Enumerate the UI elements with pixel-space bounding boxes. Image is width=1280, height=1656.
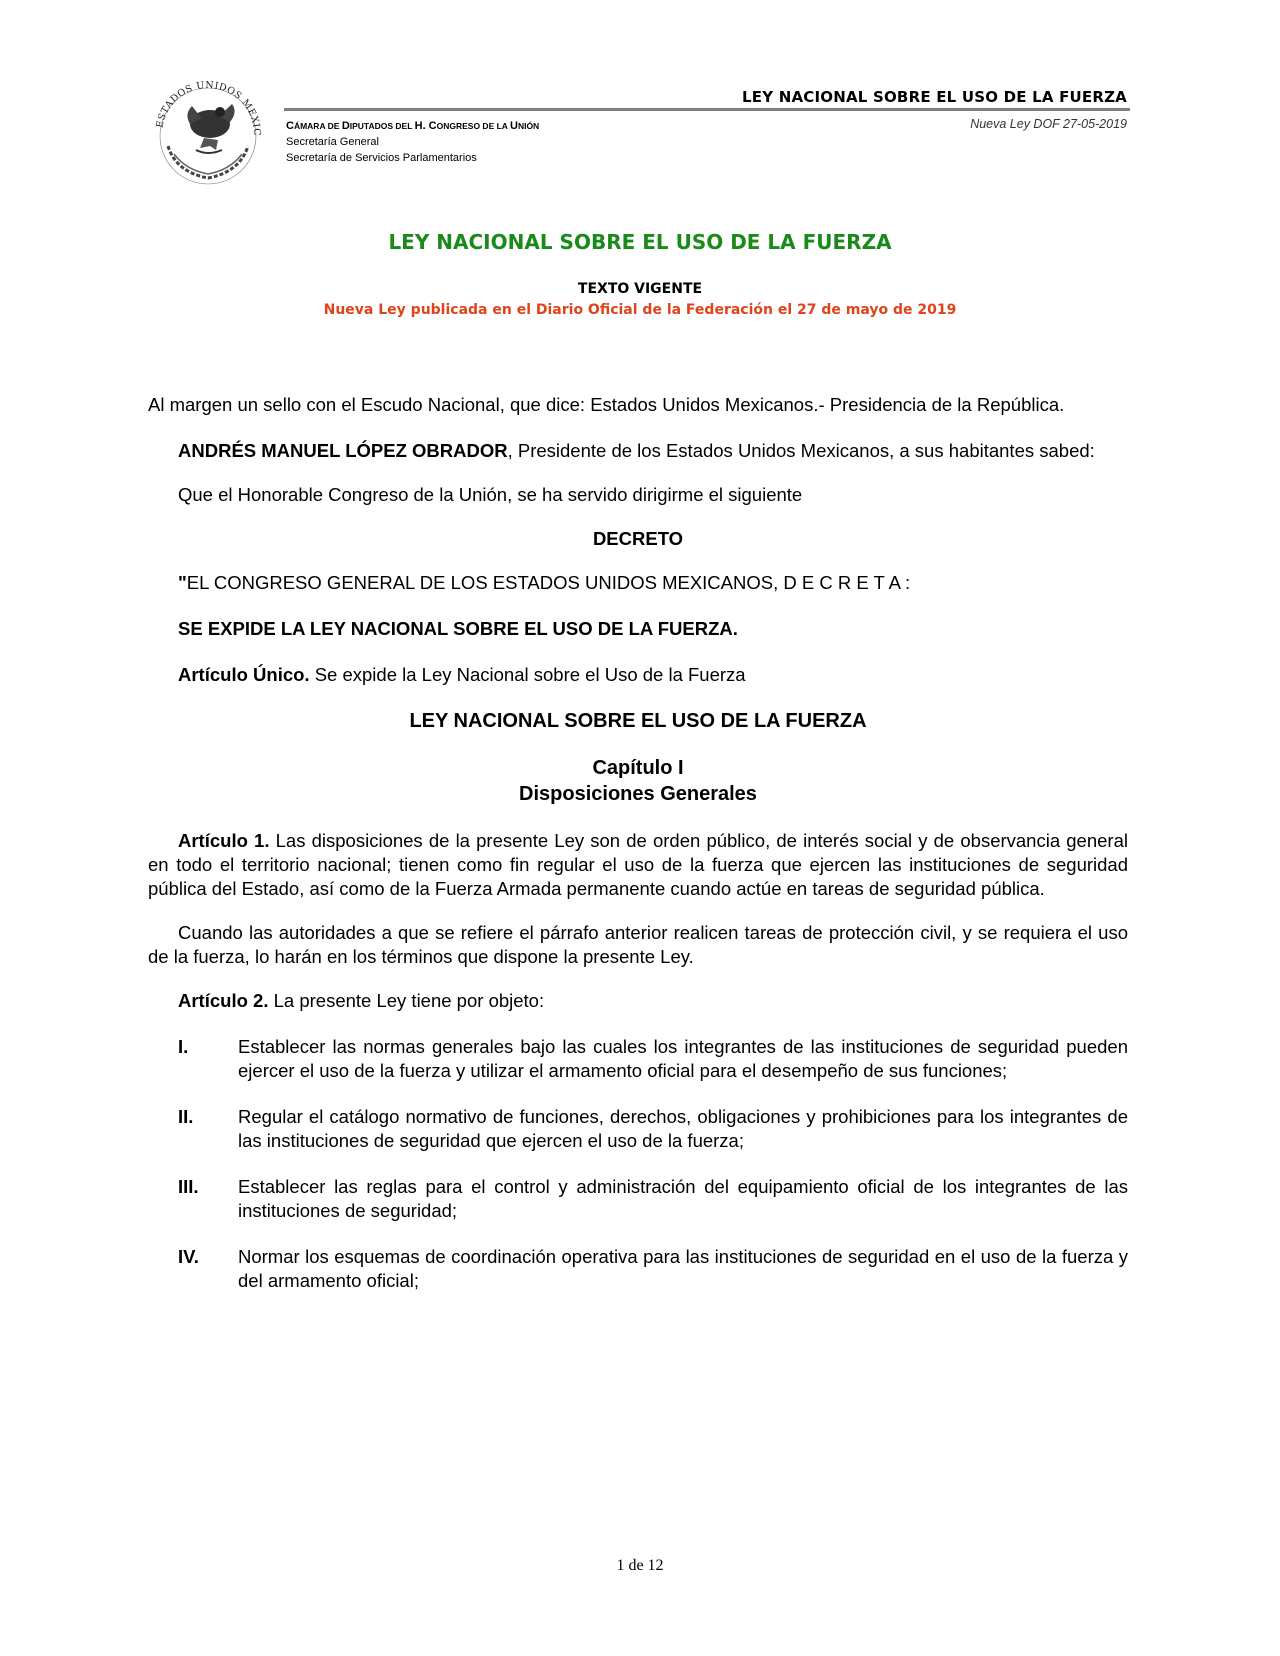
texto-vigente: TEXTO VIGENTE — [577, 281, 703, 297]
decreta-paragraph: "EL CONGRESO GENERAL DE LOS ESTADOS UNIDOS MEXICANOS, D E C R E T A : — [178, 572, 911, 593]
list-item-number: I. — [178, 1036, 189, 1057]
header-institution — [286, 118, 539, 166]
dof-reference: Nueva Ley DOF 27-05-2019 — [970, 117, 1127, 131]
articulo-1: Artículo 1. Las disposiciones de la presente Ley son de orden público, de interés social y de observancia general en todo el territorio nacional; tienen como fin regular el uso de la fuerza que ejercen las instituciones de seguridad pública del Estado, así como de la Fuerza Armada permanente cuando actúe en tareas de seguridad pública. — [148, 830, 1128, 899]
chapter-heading — [148, 755, 1128, 807]
header-rule — [284, 108, 1130, 111]
expide-heading: SE EXPIDE LA LEY NACIONAL SOBRE EL USO DE LA FUERZA. — [178, 618, 738, 639]
list-item-number: III. — [178, 1176, 199, 1197]
national-seal — [146, 74, 270, 186]
list-item-text: Regular el catálogo normativo de funciones, derechos, obligaciones y prohibiciones para los integrantes de las instituciones de seguridad que ejercen el uso de la fuerza; — [238, 1106, 1128, 1151]
law-heading: LEY NACIONAL SOBRE EL USO DE LA FUERZA — [409, 710, 867, 732]
secretaria-servicios: Secretaría de Servicios Parlamentarios — [286, 152, 477, 164]
list-item — [148, 1245, 1128, 1293]
svg-text:ESTADOS UNIDOS MEXICANOS: ESTADOS UNIDOS MEXIC — [154, 79, 263, 137]
publication-note: Nueva Ley publicada en el Diario Oficial de la Federación el 27 de mayo de 2019 — [323, 302, 957, 318]
document-title: LEY NACIONAL SOBRE EL USO DE LA FUERZA — [388, 230, 892, 254]
document-body — [148, 393, 1128, 1293]
list-item-number: IV. — [178, 1246, 199, 1267]
margen-paragraph: Al margen un sello con el Escudo Nacional, que dice: Estados Unidos Mexicanos.- Presidencia de la República. — [148, 394, 1065, 415]
list-item — [148, 1035, 1128, 1083]
list-item — [148, 1105, 1128, 1153]
camara-de-diputados: CÁMARA DE DIPUTADOS DEL H. CONGRESO DE LA UNIÓN — [286, 120, 540, 132]
articulo-unico: Artículo Único. Se expide la Ley Nacional sobre el Uso de la Fuerza — [178, 664, 746, 685]
president-name: ANDRÉS MANUEL LÓPEZ OBRADOR — [178, 440, 508, 461]
president-paragraph: ANDRÉS MANUEL LÓPEZ OBRADOR, Presidente de los Estados Unidos Mexicanos, a sus habitantes sabed: — [178, 440, 1095, 461]
articulo-2: Artículo 2. La presente Ley tiene por objeto: — [178, 990, 545, 1011]
chapter-title: Disposiciones Generales — [519, 783, 757, 805]
chapter-number: Capítulo I — [592, 757, 684, 779]
decreto-heading: DECRETO — [592, 528, 684, 549]
congreso-paragraph: Que el Honorable Congreso de la Unión, se ha servido dirigirme el siguiente — [178, 484, 803, 505]
list-item-text: Establecer las reglas para el control y administración del equipamiento oficial de los integrantes de las instituciones de seguridad; — [238, 1176, 1128, 1221]
list-item — [148, 1175, 1128, 1223]
list-item-number: II. — [178, 1106, 194, 1127]
list-item-text: Normar los esquemas de coordinación operativa para las instituciones de seguridad en el uso de la fuerza y del armamento oficial; — [238, 1246, 1128, 1291]
page-number: 1 de 12 — [616, 1557, 664, 1574]
secretaria-general: Secretaría General — [286, 136, 379, 148]
articulo-1-paragraph-2: Cuando las autoridades a que se refiere el párrafo anterior realicen tareas de protección civil, y se requiera el uso de la fuerza, lo harán en los términos que dispone la presente Ley. — [148, 922, 1128, 967]
header-law-title: LEY NACIONAL SOBRE EL USO DE LA FUERZA — [742, 88, 1127, 106]
list-item-text: Establecer las normas generales bajo las cuales los integrantes de las instituciones de seguridad pueden ejercer el uso de la fuerza y utilizar el armamento oficial para el desempeño de sus funciones; — [238, 1036, 1128, 1081]
